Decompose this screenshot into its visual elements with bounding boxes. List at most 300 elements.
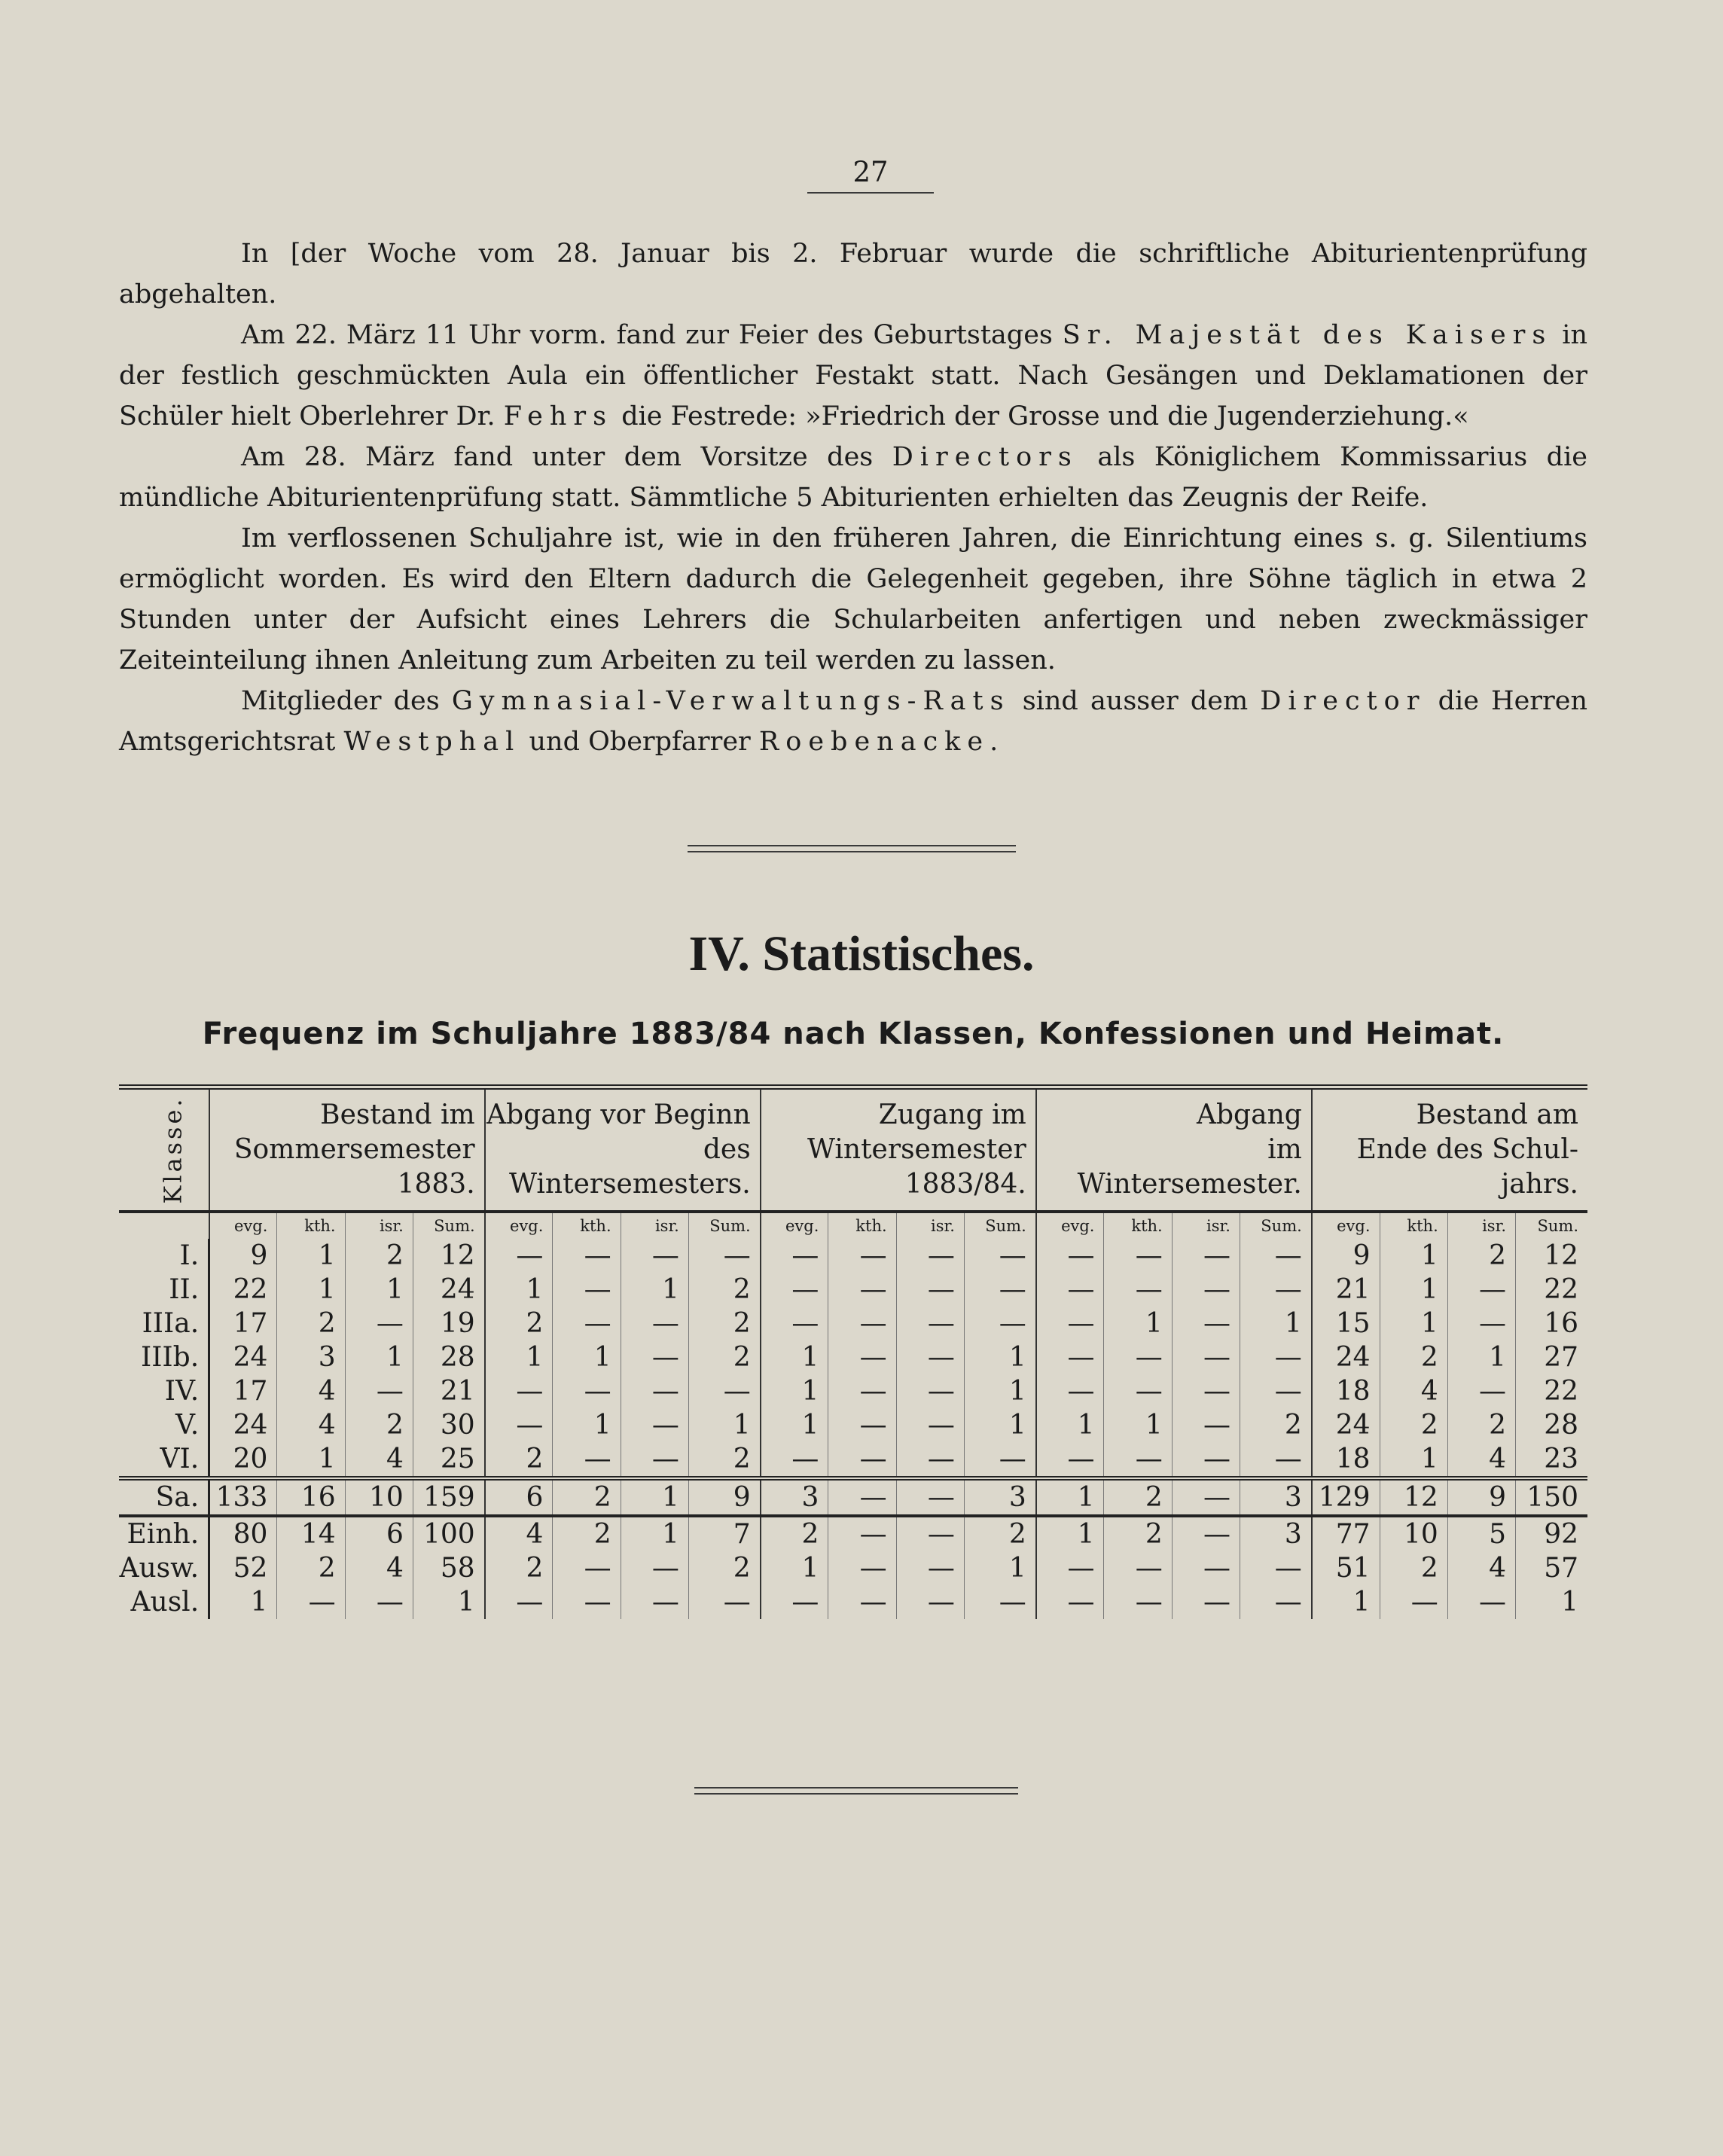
table-cell: 1 xyxy=(964,1551,1035,1585)
table-cell: — xyxy=(828,1478,896,1516)
table-cell: 1 xyxy=(1240,1307,1311,1340)
table-cell: 1 xyxy=(277,1442,345,1478)
table-cell: 18 xyxy=(1312,1374,1380,1408)
table-cell: 24 xyxy=(209,1408,277,1442)
table-cell: 159 xyxy=(413,1478,484,1516)
table-cell: — xyxy=(1172,1340,1240,1374)
body-text xyxy=(119,233,1587,762)
table-row xyxy=(119,1239,1587,1273)
table-cell: 2 xyxy=(688,1307,760,1340)
table-row xyxy=(119,1478,1587,1516)
table-cell: 1 xyxy=(1104,1307,1172,1340)
table-cell: — xyxy=(553,1442,621,1478)
subheader-cell: isr. xyxy=(345,1212,413,1239)
table-cell: 12 xyxy=(1380,1478,1447,1516)
paragraph xyxy=(119,233,1587,315)
table-cell: — xyxy=(896,1408,964,1442)
table-cell: 22 xyxy=(1516,1273,1588,1307)
table-cell: 2 xyxy=(345,1239,413,1273)
table-cell: — xyxy=(1104,1273,1172,1307)
row-label: IIIa. xyxy=(142,1307,200,1339)
table-cell: 4 xyxy=(277,1374,345,1408)
table-cell: 19 xyxy=(413,1307,484,1340)
table-cell: — xyxy=(828,1442,896,1478)
table-cell: — xyxy=(621,1374,688,1408)
table-row xyxy=(119,1442,1587,1478)
table-cell: — xyxy=(621,1239,688,1273)
table-cell: 22 xyxy=(1516,1374,1588,1408)
table-cell: 2 xyxy=(485,1442,553,1478)
table-cell: — xyxy=(896,1307,964,1340)
paragraph-text: Im verflossenen Schuljahre ist, wie in den früheren Jahren, die Einrichtung eines s. g. Silentiums ermöglicht worden. Es wird den Eltern dadurch die Gelegenheit gegeben, ihre Söhne täglich in etwa 2 Stunden unter der Aufsicht eines Lehrers die Schularbeiten anfertigen und neben zweckmässiger Zeiteinteilung ihnen Anleitung zum Arbeiten zu teil werden zu lassen. xyxy=(119,523,1587,675)
subheader-cell: isr. xyxy=(1172,1212,1240,1239)
table-cell: 24 xyxy=(413,1273,484,1307)
table-cell: 1 xyxy=(761,1408,828,1442)
table-cell: 12 xyxy=(1516,1239,1588,1273)
table-cell: 1 xyxy=(345,1340,413,1374)
table-cell: 1 xyxy=(964,1408,1035,1442)
table-row xyxy=(119,1340,1587,1374)
table-cell: 18 xyxy=(1312,1442,1380,1478)
table-cell: — xyxy=(485,1239,553,1273)
table-cell: 1 xyxy=(1312,1585,1380,1619)
table-cell: — xyxy=(1172,1273,1240,1307)
table-cell: 2 xyxy=(553,1478,621,1516)
subheader-cell: kth. xyxy=(828,1212,896,1239)
table-cell: — xyxy=(688,1374,760,1408)
table-cell: — xyxy=(964,1585,1035,1619)
table-cell: — xyxy=(896,1273,964,1307)
table-cell: 2 xyxy=(277,1307,345,1340)
row-label: Ausl. xyxy=(130,1586,200,1618)
table-cell: — xyxy=(1172,1239,1240,1273)
table-cell: — xyxy=(964,1307,1035,1340)
paragraph-text: Am 28. März fand unter dem Vorsitze des xyxy=(241,442,892,472)
subheader-cell: Sum. xyxy=(688,1212,760,1239)
table-cell: — xyxy=(1104,1374,1172,1408)
table-cell: 1 xyxy=(761,1551,828,1585)
table-cell: 1 xyxy=(1036,1478,1104,1516)
spaced-name: Westphal xyxy=(343,727,521,757)
row-label: Ausw. xyxy=(119,1552,200,1584)
table-cell: 52 xyxy=(209,1551,277,1585)
paragraph-text: die Herren Amtsgerichtsrat xyxy=(119,686,1588,757)
table-cell: 1 xyxy=(1036,1408,1104,1442)
table-cell: 2 xyxy=(1104,1478,1172,1516)
table-cell: 1 xyxy=(761,1340,828,1374)
table-cell: 1 xyxy=(485,1273,553,1307)
row-label: VI. xyxy=(160,1443,200,1474)
table-cell: 1 xyxy=(1036,1516,1104,1551)
table-cell: 1 xyxy=(688,1408,760,1442)
row-label: Einh. xyxy=(127,1518,200,1550)
table-cell: — xyxy=(1036,1340,1104,1374)
spaced-name: Directors xyxy=(892,442,1078,472)
table-cell: 1 xyxy=(1380,1307,1447,1340)
table-cell: — xyxy=(621,1585,688,1619)
page-number: 27 xyxy=(807,155,934,194)
row-label: V. xyxy=(175,1409,200,1441)
table-cell: — xyxy=(277,1585,345,1619)
table-cell: — xyxy=(553,1307,621,1340)
table-cell: — xyxy=(485,1374,553,1408)
table-cell: — xyxy=(553,1273,621,1307)
subheader-cell: evg. xyxy=(209,1212,277,1239)
row-label: II. xyxy=(169,1273,200,1305)
table-cell: 10 xyxy=(1380,1516,1447,1551)
table-cell: — xyxy=(1240,1273,1311,1307)
klasse-header: Klasse. xyxy=(119,1087,209,1212)
table-cell: — xyxy=(553,1239,621,1273)
table-cell: — xyxy=(761,1307,828,1340)
table-cell: 1 xyxy=(1380,1239,1447,1273)
table-cell: 1 xyxy=(209,1585,277,1619)
subheader-cell: evg. xyxy=(761,1212,828,1239)
table-cell: — xyxy=(553,1551,621,1585)
table-cell: 1 xyxy=(964,1374,1035,1408)
table-cell: — xyxy=(761,1239,828,1273)
table-cell: 9 xyxy=(1447,1478,1515,1516)
table-cell: 25 xyxy=(413,1442,484,1478)
table-cell: — xyxy=(896,1374,964,1408)
table-cell: — xyxy=(688,1585,760,1619)
table-cell: — xyxy=(896,1239,964,1273)
table-cell: 22 xyxy=(209,1273,277,1307)
table-cell: 2 xyxy=(277,1551,345,1585)
paragraph-text: . xyxy=(990,727,999,757)
table-cell: — xyxy=(896,1516,964,1551)
table-cell: — xyxy=(828,1273,896,1307)
table-cell: 2 xyxy=(1240,1408,1311,1442)
table-cell: — xyxy=(1036,1273,1104,1307)
spaced-name: Director xyxy=(1260,686,1426,716)
table-cell: — xyxy=(896,1340,964,1374)
table-cell: 1 xyxy=(1104,1408,1172,1442)
table-cell: — xyxy=(1172,1374,1240,1408)
table-cell: — xyxy=(1172,1516,1240,1551)
table-cell: 1 xyxy=(1516,1585,1588,1619)
table-cell: 3 xyxy=(964,1478,1035,1516)
table-cell: — xyxy=(1240,1442,1311,1478)
table-cell: — xyxy=(1172,1408,1240,1442)
table-cell: 2 xyxy=(1447,1239,1515,1273)
section-divider xyxy=(688,845,1016,852)
subheader-cell: kth. xyxy=(277,1212,345,1239)
table-cell: 30 xyxy=(413,1408,484,1442)
table-cell: 2 xyxy=(1104,1516,1172,1551)
table-cell: 7 xyxy=(688,1516,760,1551)
table-cell: — xyxy=(828,1340,896,1374)
table-cell: — xyxy=(1172,1307,1240,1340)
table-cell: — xyxy=(1172,1478,1240,1516)
table-cell: — xyxy=(1036,1239,1104,1273)
spaced-name: Fehrs xyxy=(503,401,614,432)
table-cell: 4 xyxy=(1447,1551,1515,1585)
table-cell: — xyxy=(688,1239,760,1273)
table-cell: — xyxy=(1104,1239,1172,1273)
table-cell: 17 xyxy=(209,1374,277,1408)
subheader-cell: kth. xyxy=(553,1212,621,1239)
table-cell: 1 xyxy=(553,1340,621,1374)
table-cell: 28 xyxy=(413,1340,484,1374)
table-cell: 2 xyxy=(761,1516,828,1551)
table-cell: 21 xyxy=(413,1374,484,1408)
table-cell: — xyxy=(1447,1374,1515,1408)
table-cell: 21 xyxy=(1312,1273,1380,1307)
group-header: Bestand am Ende des Schul- jahrs. xyxy=(1312,1087,1587,1212)
table-cell: 1 xyxy=(1380,1273,1447,1307)
table-cell: 1 xyxy=(761,1374,828,1408)
group-header: Zugang im Wintersemester 1883/84. xyxy=(761,1087,1036,1212)
table-cell: — xyxy=(1104,1551,1172,1585)
table-cell: — xyxy=(621,1442,688,1478)
table-group-header xyxy=(119,1087,1587,1212)
table-cell: — xyxy=(964,1239,1035,1273)
table-cell: 80 xyxy=(209,1516,277,1551)
table-cell: 23 xyxy=(1516,1442,1588,1478)
table-cell: — xyxy=(345,1374,413,1408)
table-cell: — xyxy=(345,1307,413,1340)
table-cell: — xyxy=(1036,1374,1104,1408)
table-cell: — xyxy=(964,1273,1035,1307)
table-row xyxy=(119,1551,1587,1585)
table-cell: 5 xyxy=(1447,1516,1515,1551)
table-cell: 4 xyxy=(1447,1442,1515,1478)
table-cell: 17 xyxy=(209,1307,277,1340)
frequency-table xyxy=(119,1084,1587,1619)
table-cell: 2 xyxy=(1380,1340,1447,1374)
table-cell: — xyxy=(896,1585,964,1619)
table-row xyxy=(119,1374,1587,1408)
table-cell: — xyxy=(1240,1585,1311,1619)
table-cell: 1 xyxy=(1447,1340,1515,1374)
table-cell: 1 xyxy=(553,1408,621,1442)
table-cell: 3 xyxy=(1240,1516,1311,1551)
table-cell: 20 xyxy=(209,1442,277,1478)
paragraph xyxy=(119,437,1587,518)
table-cell: — xyxy=(964,1442,1035,1478)
paragraph-text: Am 22. März 11 Uhr vorm. fand zur Feier des Geburtstages xyxy=(241,320,1063,350)
subheader-cell: Sum. xyxy=(413,1212,484,1239)
section-title: IV. Statistisches. xyxy=(688,926,1035,981)
row-label: I. xyxy=(179,1240,200,1271)
table-cell: 1 xyxy=(621,1273,688,1307)
table-cell: 15 xyxy=(1312,1307,1380,1340)
table-cell: — xyxy=(1240,1239,1311,1273)
table-cell: 2 xyxy=(688,1442,760,1478)
bottom-divider xyxy=(694,1787,1018,1795)
table-cell: 10 xyxy=(345,1478,413,1516)
table-cell: 4 xyxy=(277,1408,345,1442)
table-cell: — xyxy=(1036,1442,1104,1478)
table-cell: 2 xyxy=(345,1408,413,1442)
table-cell: 6 xyxy=(485,1478,553,1516)
table-cell: — xyxy=(485,1585,553,1619)
table-cell: — xyxy=(828,1585,896,1619)
group-header: Bestand im Sommersemester 1883. xyxy=(209,1087,485,1212)
table-cell: 58 xyxy=(413,1551,484,1585)
subheader-cell: isr. xyxy=(1447,1212,1515,1239)
table-cell: 2 xyxy=(688,1340,760,1374)
table-cell: 14 xyxy=(277,1516,345,1551)
table-cell: 28 xyxy=(1516,1408,1588,1442)
table-cell: — xyxy=(621,1307,688,1340)
table-cell: — xyxy=(1036,1585,1104,1619)
spaced-name: Gymnasial-Verwaltungs-Rats xyxy=(451,686,1011,716)
subheader-cell: kth. xyxy=(1380,1212,1447,1239)
table-cell: — xyxy=(1172,1442,1240,1478)
paragraph-text: die Festrede: »Friedrich der Grosse und die Jugenderziehung.« xyxy=(613,401,1469,432)
paragraph-text: Mitglieder des xyxy=(241,686,452,716)
row-label: Sa. xyxy=(119,1478,209,1516)
table-cell: 1 xyxy=(413,1585,484,1619)
spaced-name: Sr. Majestät des Kaisers xyxy=(1062,320,1553,350)
table-cell: 3 xyxy=(761,1478,828,1516)
table-cell: 27 xyxy=(1516,1340,1588,1374)
table-cell: 2 xyxy=(1380,1408,1447,1442)
row-label: IV. xyxy=(164,1375,200,1407)
table-row xyxy=(119,1516,1587,1551)
table-cell: 4 xyxy=(1380,1374,1447,1408)
table-cell: 1 xyxy=(1380,1442,1447,1478)
table-cell: 2 xyxy=(964,1516,1035,1551)
table-cell: 3 xyxy=(1240,1478,1311,1516)
table-row xyxy=(119,1408,1587,1442)
subheader-cell: Sum. xyxy=(1516,1212,1588,1239)
paragraph-text: als Königlichem Kommissarius die mündliche Abiturientenprüfung statt. Sämmtliche 5 Abiturienten erhielten das Zeugnis der Reife. xyxy=(119,442,1587,513)
table-cell: — xyxy=(828,1551,896,1585)
paragraph-text: In [der Woche vom 28. Januar bis 2. Februar wurde die schriftliche Abiturientenprüfung abgehalten. xyxy=(119,239,1587,310)
spaced-name: Roebenacke xyxy=(758,727,990,757)
group-header: Abgang vor Beginn des Wintersemesters. xyxy=(485,1087,761,1212)
table-cell: — xyxy=(761,1273,828,1307)
table-cell: 51 xyxy=(1312,1551,1380,1585)
table-cell: 16 xyxy=(1516,1307,1588,1340)
table-cell: 9 xyxy=(688,1478,760,1516)
subheader-cell: evg. xyxy=(1036,1212,1104,1239)
table-cell: 12 xyxy=(413,1239,484,1273)
table-cell: 9 xyxy=(1312,1239,1380,1273)
table-cell: 2 xyxy=(688,1551,760,1585)
table-cell: — xyxy=(828,1374,896,1408)
table-cell: 24 xyxy=(1312,1340,1380,1374)
table-row xyxy=(119,1585,1587,1619)
table-cell: 24 xyxy=(209,1340,277,1374)
table-cell: 2 xyxy=(485,1307,553,1340)
table-cell: 4 xyxy=(345,1551,413,1585)
table-cell: — xyxy=(621,1340,688,1374)
table-cell: 1 xyxy=(345,1273,413,1307)
table-cell: 133 xyxy=(209,1478,277,1516)
group-header: Abgang im Wintersemester. xyxy=(1036,1087,1312,1212)
paragraph xyxy=(119,681,1587,762)
table-cell: 1 xyxy=(485,1340,553,1374)
table-cell: — xyxy=(1380,1585,1447,1619)
table-cell: — xyxy=(896,1478,964,1516)
table-cell: — xyxy=(1104,1442,1172,1478)
table-cell: — xyxy=(1447,1273,1515,1307)
table-cell: — xyxy=(1036,1551,1104,1585)
subheader-cell: isr. xyxy=(621,1212,688,1239)
table-cell: 9 xyxy=(209,1239,277,1273)
subheader-cell: kth. xyxy=(1104,1212,1172,1239)
paragraph xyxy=(119,518,1587,681)
table-cell: 4 xyxy=(485,1516,553,1551)
table-cell: 24 xyxy=(1312,1408,1380,1442)
table-subheader xyxy=(119,1212,1587,1239)
table-cell: 1 xyxy=(277,1239,345,1273)
table-cell: — xyxy=(1240,1374,1311,1408)
table-cell: 150 xyxy=(1516,1478,1588,1516)
table-cell: — xyxy=(621,1408,688,1442)
row-label: IIIb. xyxy=(140,1341,200,1373)
table-row xyxy=(119,1307,1587,1340)
table-cell: 100 xyxy=(413,1516,484,1551)
table-cell: — xyxy=(1104,1340,1172,1374)
table-cell: 77 xyxy=(1312,1516,1380,1551)
table-cell: 2 xyxy=(688,1273,760,1307)
subheader-cell: isr. xyxy=(896,1212,964,1239)
table-cell: — xyxy=(485,1408,553,1442)
paragraph xyxy=(119,315,1587,437)
table-cell: 57 xyxy=(1516,1551,1588,1585)
table-cell: — xyxy=(553,1374,621,1408)
table-cell: — xyxy=(828,1408,896,1442)
table-cell: — xyxy=(1172,1585,1240,1619)
table-cell: 6 xyxy=(345,1516,413,1551)
table-cell: — xyxy=(828,1239,896,1273)
table-cell: 92 xyxy=(1516,1516,1588,1551)
table-cell: 129 xyxy=(1312,1478,1380,1516)
table-cell: — xyxy=(1447,1307,1515,1340)
table-row xyxy=(119,1273,1587,1307)
table-cell: — xyxy=(761,1442,828,1478)
table-cell: — xyxy=(828,1307,896,1340)
table-cell: 2 xyxy=(485,1551,553,1585)
table-cell: — xyxy=(896,1551,964,1585)
table-cell: 1 xyxy=(277,1273,345,1307)
table-cell: — xyxy=(1240,1340,1311,1374)
table-cell: — xyxy=(1104,1585,1172,1619)
subheader-cell: Sum. xyxy=(1240,1212,1311,1239)
table-title: Frequenz im Schuljahre 1883/84 nach Klassen, Konfessionen und Heimat. xyxy=(202,1017,1505,1051)
table-cell: — xyxy=(1240,1551,1311,1585)
subheader-cell: Sum. xyxy=(964,1212,1035,1239)
table-cell: 3 xyxy=(277,1340,345,1374)
table-cell: 2 xyxy=(553,1516,621,1551)
paragraph-text: sind ausser dem xyxy=(1010,686,1261,716)
table-cell: 16 xyxy=(277,1478,345,1516)
table-cell: — xyxy=(761,1585,828,1619)
table-cell: — xyxy=(1172,1551,1240,1585)
table-cell: 2 xyxy=(1447,1408,1515,1442)
table-cell: 1 xyxy=(964,1340,1035,1374)
table-cell: — xyxy=(896,1442,964,1478)
table-cell: 1 xyxy=(621,1478,688,1516)
table-cell: — xyxy=(1036,1307,1104,1340)
table-cell: — xyxy=(553,1585,621,1619)
table-cell: — xyxy=(1447,1585,1515,1619)
table-cell: 4 xyxy=(345,1442,413,1478)
table-cell: 2 xyxy=(1380,1551,1447,1585)
table-cell: — xyxy=(828,1516,896,1551)
paragraph-text: und Oberpfarrer xyxy=(520,727,759,757)
table-cell: 1 xyxy=(621,1516,688,1551)
table-cell: — xyxy=(621,1551,688,1585)
table-cell: — xyxy=(345,1585,413,1619)
subheader-cell: evg. xyxy=(485,1212,553,1239)
subheader-cell: evg. xyxy=(1312,1212,1380,1239)
